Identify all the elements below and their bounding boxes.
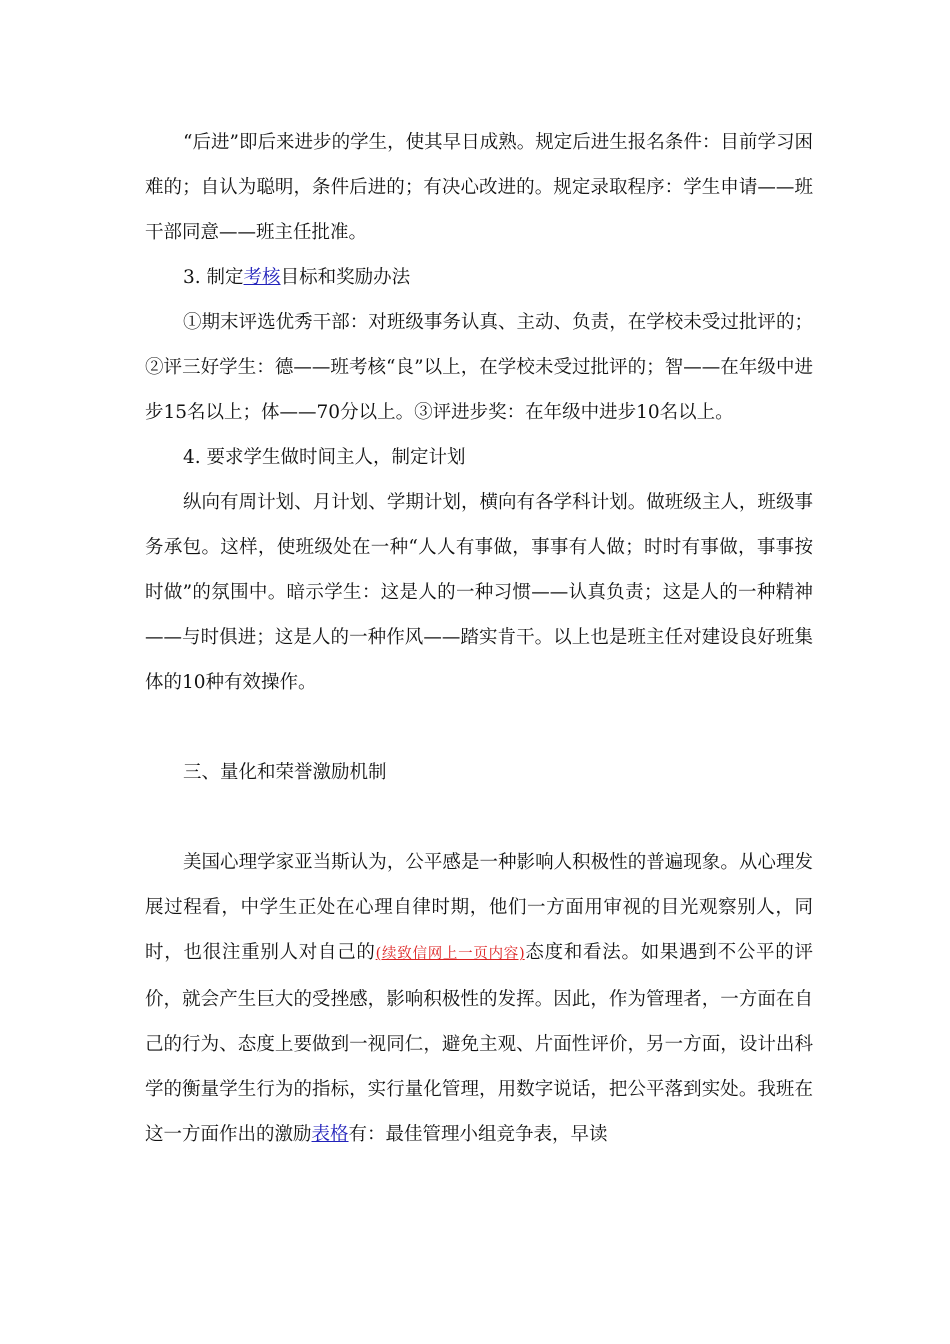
paragraph-backward-students: “后进”即后来进步的学生，使其早日成熟。规定后进生报名条件：目前学习困难的；自认为聪明，条件后进的；有决心改进的。规定录取程序：学生申请——班干部同意——班主任批准。 xyxy=(145,132,813,243)
paragraph-awards: ①期末评选优秀干部：对班级事务认真、主动、负责，在学校未受过批评的；②评三好学生：德——班考核“良”以上，在学校未受过批评的；智——在年级中进步15名以上；体——70分以上。③评进步奖：在年级中进步10名以上。 xyxy=(145,312,813,423)
table-link[interactable]: 表格 xyxy=(311,1124,349,1145)
fairness-text-b: 态度和看法。如果遇到不公平的评价，就会产生巨大的受挫感，影响积极性的发挥。因此，作为管理者，一方面在自己的行为、态度上要做到一视同仁，避免主观、片面性评价，另一方面，设计出科学的衡量学生行为的指标，实行量化管理，用数字说话，把公平落到实处。我班在这一方面作出的激励 xyxy=(145,942,813,1145)
section-4-title: 4. 要求学生做时间主人，制定计划 xyxy=(183,447,466,468)
continued-content-link[interactable]: (续致信网上一页内容) xyxy=(375,946,525,962)
section-3-title-prefix: 3. 制定 xyxy=(183,267,244,288)
section-3-title xyxy=(145,255,813,300)
section-3-title-suffix: 目标和奖励办法 xyxy=(280,267,411,288)
fairness-text-c: 有：最佳管理小组竞争表，早读 xyxy=(348,1124,608,1145)
paragraph-fairness xyxy=(145,840,813,1157)
paragraph-plans: 纵向有周计划、月计划、学期计划，横向有各学科计划。做班级主人，班级事务承包。这样，使班级处在一种“人人有事做，事事有人做；时时有事做，事事按时做”的氛围中。暗示学生：这是人的一种习惯——认真负责；这是人的一种精神——与时俱进；这是人的一种作风——踏实肯干。以上也是班主任对建设良好班集体的10种有效操作。 xyxy=(145,492,813,693)
assessment-link[interactable]: 考核 xyxy=(243,267,281,288)
document-body xyxy=(145,120,813,1157)
spacer xyxy=(145,795,813,840)
spacer xyxy=(145,705,813,750)
fairness-text-a: 美国心理学家亚当斯认为，公平感是一种影响人积极性的普遍现象。从心理发展过程看，中学生正处在心理自律时期，他们一方面用审视的目光观察别人，同时，也很注重别人对自己的 xyxy=(145,852,813,963)
heading-section-three: 三、量化和荣誉激励机制 xyxy=(183,762,387,783)
